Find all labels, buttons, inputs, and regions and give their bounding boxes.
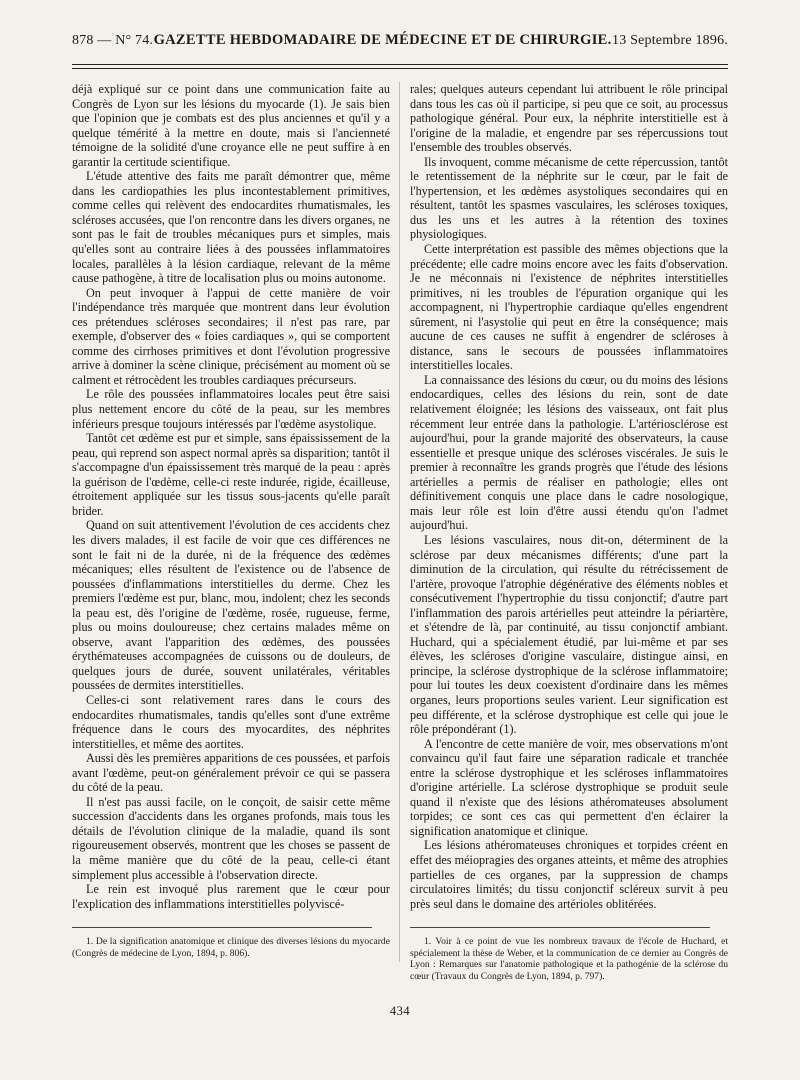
paragraph: Il n'est pas aussi facile, on le conçoit, de saisir cette même succession d'accidents dans les organes profonds, mais tous les détails de l'évolution clinique de la maladie, quand ils sont rigoureusement observés, montrent que les choses se passent de la même manière que du côté de la peau, celle-ci étant simplement plus accessible à l'observation directe. bbox=[72, 794, 390, 882]
paragraph: L'étude attentive des faits me paraît démontrer que, même dans les cardiopathies les plus incontestablement primitives, comme celles qui relèvent des endocardites rhumatismales, les scléroses accusées, que l'on rencontre dans les divers organes, ne sont pas le fait de troubles mécaniques purs et simples, mais qu'elles sont au contraire liées à des poussées inflammatoires locales, parallèles à la lésion cardiaque, relevant de la même cause pathogène, à titre de localisation plus ou moins autonome. bbox=[72, 169, 390, 286]
paragraph: Aussi dès les premières apparitions de ces poussées, et parfois avant l'œdème, peut-on généralement prévoir ce qui se passera du côté de la peau. bbox=[72, 751, 390, 795]
running-header bbox=[72, 32, 728, 56]
header-date: 13 Septembre 1896. bbox=[612, 33, 728, 48]
paragraph: Cette interprétation est passible des mêmes objections que la précédente; elle cadre moins encore avec les faits d'observation. Je ne méconnais ni l'existence de néphrites interstitielles primitives, ni les troubles de l'épuration organique qui les accompagnent, ni l'hypertrophie cardiaque qu'elles engendrent sûrement, ni l'asystolie qui peut en être la conséquence; mais aucune de ces causes ne suffit à engendrer de scléroses à distance, sans le secours de poussées inflammatoires interstitielles locales. bbox=[410, 242, 728, 373]
left-column bbox=[72, 82, 390, 959]
header-rule-thin bbox=[72, 68, 728, 69]
paragraph: Tantôt cet œdème est pur et simple, sans épaississement de la peau, qui reprend son aspect normal après sa disparition; tantôt il s'accompagne d'un épaississement très marqué de la peau : après la guérison de l'œdème, celle-ci reste indurée, rigide, écailleuse, étroitement appliquée sur les tissus sous-jacents qu'elle paraît brider. bbox=[72, 431, 390, 518]
footnote: 1. De la signification anatomique et clinique des diverses lésions du myocarde (Congrès de médecine de Lyon, 1894, p. 806). bbox=[72, 936, 390, 959]
footnote-rule bbox=[410, 927, 710, 928]
paragraph: Les lésions athéromateuses chroniques et torpides créent en effet des méiopragies des organes atteints, et même des atrophies partielles de ces organes, par la suppression de champs circulatoires limités; du tissu conjonctif scléreux survit à peu près seul dans le domaine des artérioles oblitérées. bbox=[410, 838, 728, 911]
paragraph: Ils invoquent, comme mécanisme de cette répercussion, tantôt le retentissement de la néphrite sur le cœur, par le fait de l'hypertension, et les œdèmes asystoliques secondaires qui en résultent, tantôt les spasmes vasculaires, les scléroses toxiques, dus les uns et les autres à la rétention des toxines physiologiques. bbox=[410, 154, 728, 242]
journal-title: GAZETTE HEBDOMADAIRE DE MÉDECINE ET DE CHIRURGIE. bbox=[153, 32, 612, 48]
paragraph: Quand on suit attentivement l'évolution de ces accidents chez les divers malades, il est facile de voir que ces différences ne sont le fait ni de la durée, ni de la fréquence des œdèmes mécaniques; elles résultent de l'existence ou de l'absence de poussées d'inflammations interstitielles du derme. Chez les premiers l'œdème est pur, blanc, mou, indolent; chez les seconds la peau est, dès l'origine de l'œdème, rosée, rugueuse, ferme, plus ou moins douloureuse; chez certains malades même on observe, avant l'apparition des œdèmes, des poussées érythémateuses accompagnées de cuissons ou de douleurs, de quelques jours de durée, souvent unilatérales, véritables poussées de dermites interstitielles. bbox=[72, 518, 390, 693]
page-number: 434 bbox=[389, 1004, 411, 1018]
paragraph: Le rein est invoqué plus rarement que le cœur pour l'explication des inflammations interstitielles polyviscé- bbox=[72, 882, 390, 911]
header-rule-thick bbox=[72, 64, 728, 65]
footnote: 1. Voir à ce point de vue les nombreux travaux de l'école de Huchard, et spécialement la thèse de Weber, et la communication de ce dernier au Congrès de Lyon : Remarques sur l'anatomie pathologique et la pathogénie de la sclérose du cœur (Travaux du Congrès de Lyon, 1894, p. 797). bbox=[410, 936, 728, 982]
paragraph: La connaissance des lésions du cœur, ou du moins des lésions endocardiques, celles des lésions du rein, sont de date relativement éloignée; les lésions des vaisseaux, ont fait plus récemment leur entrée dans la pathologie. L'artériosclérose est aujourd'hui, pour la grande majorité des observateurs, la cause essentielle et presque unique des scléroses viscérales. Je suis le premier à reconnaître les grands progrès que l'étude des lésions artérielles a permis de réaliser en pathologie; elles ont définitivement conquis une place dans le cadre nosologique, mais leur rôle est loin d'être aussi étendu qu'on l'admet aujourd'hui. bbox=[410, 372, 728, 533]
header-issue: 878 — N° 74. bbox=[72, 33, 154, 48]
paragraph: déjà expliqué sur ce point dans une communication faite au Congrès de Lyon sur les lésions du myocarde (1). Je sais bien que l'opinion que je combats est des plus anciennes et qu'il y a quelque témérité à la mettre en doute, mais si l'ancienneté témoigne de la solidité d'une croyance elle ne peut suffire à en garantir la certitude scientifique. bbox=[72, 82, 390, 169]
paragraph: Le rôle des poussées inflammatoires locales peut être saisi plus nettement encore du côté de la peau, sur les membres inférieurs presque toujours intéressés par l'œdème asystolique. bbox=[72, 387, 390, 431]
paragraph: Celles-ci sont relativement rares dans le cours des endocardites rhumatismales, tandis qu'elles sont d'une extrême fréquence dans le cours des myocardites, des néphrites interstitielles, et même des aortites. bbox=[72, 692, 390, 751]
footnote-rule bbox=[72, 927, 372, 928]
paragraph: A l'encontre de cette manière de voir, mes observations m'ont convaincu qu'il faut faire une séparation radicale et tranchée entre la sclérose dystrophique et les scléroses inflammatoires d'origine artérielle. La sclérose dystrophique se produit seule quand il n'existe que des lésions athéromateuses absolument torpides; ce sont ces cas qui permettent d'en éclairer la signification anatomique et clinique. bbox=[410, 736, 728, 838]
paragraph: rales; quelques auteurs cependant lui attribuent le rôle principal dans tous les cas où il participe, si peu que ce soit, au processus pathologique général. Pour eux, la néphrite interstitielle est à l'origine de la maladie, et engendre par ses répercussions tout l'ensemble des troubles observés. bbox=[410, 82, 728, 155]
paragraph: On peut invoquer à l'appui de cette manière de voir l'indépendance très marquée que montrent dans leur évolution ces prétendues scléroses secondaires; il n'est pas rare, par exemple, d'observer des « foies cardiaques », qui se comportent comme des cirrhoses primitives et dont l'évolution progressive arrive à dominer la scène clinique, précisément au moment où se calment et rétrocèdent les troubles cardiaques précurseurs. bbox=[72, 285, 390, 387]
paragraph: Les lésions vasculaires, nous dit-on, déterminent de la sclérose par deux mécanismes différents; d'une part la diminution de la circulation, qui résulte du rétrécissement de l'artère, provoque l'atrophie dégénérative des éléments nobles et consécutivement l'hypertrophie du tissu conjonctif; d'autre part l'inflammation des parois artérielles peut atteindre la périartère, et s'étendre de là, par continuité, au tissu conjonctif ambiant. Huchard, qui a spécialement étudié, par lui-même et par ses élèves, les scléroses d'origine vasculaire, distingue ainsi, en principe, la sclérose dystrophique de la sclérose inflammatoire; pour lui toutes les deux coexistent d'ordinaire dans les mêmes organes, leurs proportions seules varient. Leur signification est peu différente, et la sclérose dystrophique est celle qui joue le rôle prépondérant (1). bbox=[410, 532, 728, 737]
column-divider bbox=[399, 82, 400, 962]
right-column bbox=[410, 82, 728, 983]
